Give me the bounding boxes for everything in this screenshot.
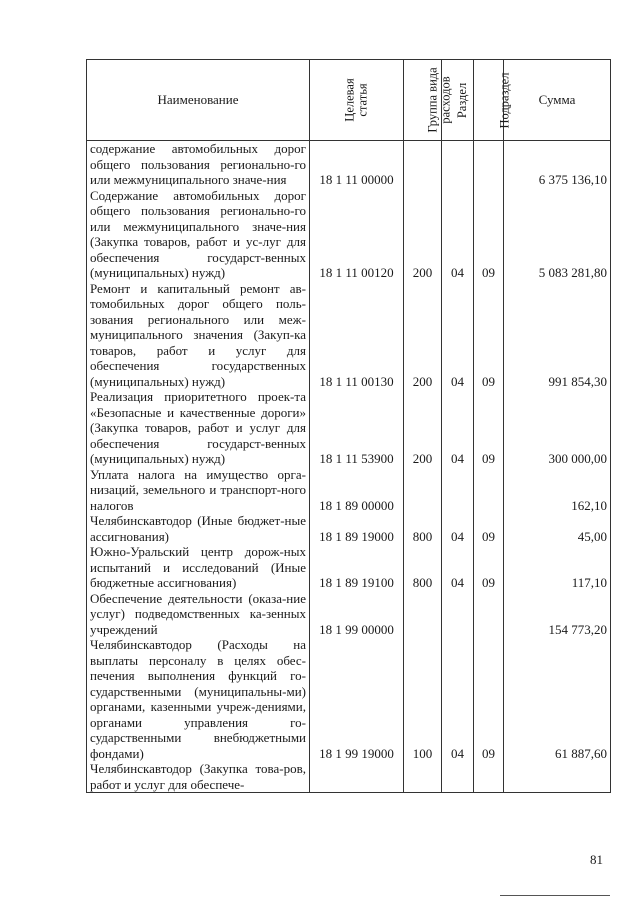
header-subsection-label: Подраздел <box>497 72 512 129</box>
row-sum <box>504 761 611 793</box>
table-row <box>87 591 611 638</box>
row-expense-group: 100 <box>404 637 442 761</box>
table-row <box>87 281 611 390</box>
row-section <box>442 467 474 514</box>
row-expense-group <box>404 467 442 514</box>
table-row <box>87 188 611 281</box>
row-name: Уплата налога на имущество орга-низаций, земельного и транспорт-ного налогов <box>87 467 310 514</box>
row-expense-group: 200 <box>404 389 442 467</box>
row-target-article: 18 1 11 00130 <box>310 281 404 390</box>
row-name: Челябинскавтодор (Иные бюджет-ные ассигнования) <box>87 513 310 544</box>
header-subsection <box>474 60 512 141</box>
header-row <box>87 60 611 141</box>
row-section <box>442 761 474 793</box>
table-row <box>87 637 611 761</box>
row-sum: 991 854,30 <box>504 281 611 390</box>
row-name: Челябинскавтодор (Расходы на выплаты персоналу в целях обес-печения выполнения функций го-сударственными (муниципальны-ми) органами, казенными учреж-дениями, органами управления го-сударственными внебюджетными фондами) <box>87 637 310 761</box>
row-subsection: 09 <box>474 389 504 467</box>
row-sum: 300 000,00 <box>504 389 611 467</box>
row-sum: 117,10 <box>504 544 611 591</box>
row-subsection: 09 <box>474 281 504 390</box>
header-target-line1: Целевая <box>342 78 357 122</box>
row-subsection: 09 <box>474 637 504 761</box>
row-expense-group: 800 <box>404 513 442 544</box>
row-subsection <box>474 141 504 188</box>
row-target-article: 18 1 99 19000 <box>310 637 404 761</box>
row-section: 04 <box>442 281 474 390</box>
row-subsection: 09 <box>474 513 504 544</box>
row-expense-group: 200 <box>404 281 442 390</box>
header-target-line2: статья <box>355 83 370 117</box>
row-name: Реализация приоритетного проек-та «Безопасные и качественные дороги» (Закупка товаров, работ и услуг для обеспечения государст-венных (муниципальных) нужд) <box>87 389 310 467</box>
header-expense-group <box>404 60 453 141</box>
header-sum: Сумма <box>504 60 611 141</box>
row-expense-group: 800 <box>404 544 442 591</box>
row-target-article: 18 1 11 00000 <box>310 141 404 188</box>
row-section: 04 <box>442 544 474 591</box>
row-sum: 5 083 281,80 <box>504 188 611 281</box>
table-row <box>87 513 611 544</box>
row-section <box>442 591 474 638</box>
row-section: 04 <box>442 637 474 761</box>
header-target-article <box>310 60 404 141</box>
table-row <box>87 467 611 514</box>
row-subsection: 09 <box>474 544 504 591</box>
row-sum: 61 887,60 <box>504 637 611 761</box>
table-row <box>87 544 611 591</box>
table-row <box>87 761 611 793</box>
row-sum: 154 773,20 <box>504 591 611 638</box>
row-subsection: 09 <box>474 188 504 281</box>
row-expense-group <box>404 761 442 793</box>
row-section: 04 <box>442 188 474 281</box>
row-target-article <box>310 761 404 793</box>
budget-table <box>86 59 611 793</box>
row-expense-group <box>404 141 442 188</box>
row-name: Содержание автомобильных дорог общего пользования регионально-го или межмуниципального значе-ния (Закупка товаров, работ и ус-луг для обеспечения государст-венных (муниципальных) нужд) <box>87 188 310 281</box>
row-subsection <box>474 761 504 793</box>
header-name: Наименование <box>87 60 310 141</box>
row-name: содержание автомобильных дорог общего пользования регионально-го или межмуниципального значе-ния <box>87 141 310 188</box>
row-section: 04 <box>442 513 474 544</box>
row-target-article: 18 1 89 19000 <box>310 513 404 544</box>
row-subsection <box>474 591 504 638</box>
row-sum: 6 375 136,10 <box>504 141 611 188</box>
row-expense-group: 200 <box>404 188 442 281</box>
row-target-article: 18 1 89 00000 <box>310 467 404 514</box>
row-section: 04 <box>442 389 474 467</box>
table-row <box>87 141 611 188</box>
row-target-article: 18 1 11 00120 <box>310 188 404 281</box>
footer-divider <box>500 895 610 896</box>
row-target-article: 18 1 11 53900 <box>310 389 404 467</box>
row-expense-group <box>404 591 442 638</box>
table-row <box>87 389 611 467</box>
row-name: Обеспечение деятельности (оказа-ние услуг) подведомственных ка-зенных учреждений <box>87 591 310 638</box>
row-target-article: 18 1 89 19100 <box>310 544 404 591</box>
row-name: Челябинскавтодор (Закупка това-ров, работ и услуг для обеспече- <box>87 761 310 793</box>
row-sum: 45,00 <box>504 513 611 544</box>
row-sum: 162,10 <box>504 467 611 514</box>
row-name: Южно-Уральский центр дорож-ных испытаний и исследований (Иные бюджетные ассигнования) <box>87 544 310 591</box>
page-number: 81 <box>590 852 603 867</box>
header-group-line1: Группа вида <box>425 67 440 133</box>
row-target-article: 18 1 99 00000 <box>310 591 404 638</box>
row-section <box>442 141 474 188</box>
header-section-label: Раздел <box>455 83 470 119</box>
header-group-line2: расходов <box>438 76 453 124</box>
row-subsection <box>474 467 504 514</box>
row-name: Ремонт и капитальный ремонт ав-томобильных дорог общего поль-зования регионального или меж-муниципального значения (Закуп-ка товаров, работ и услуг для обеспечения государственных (муниципальных) нужд) <box>87 281 310 390</box>
